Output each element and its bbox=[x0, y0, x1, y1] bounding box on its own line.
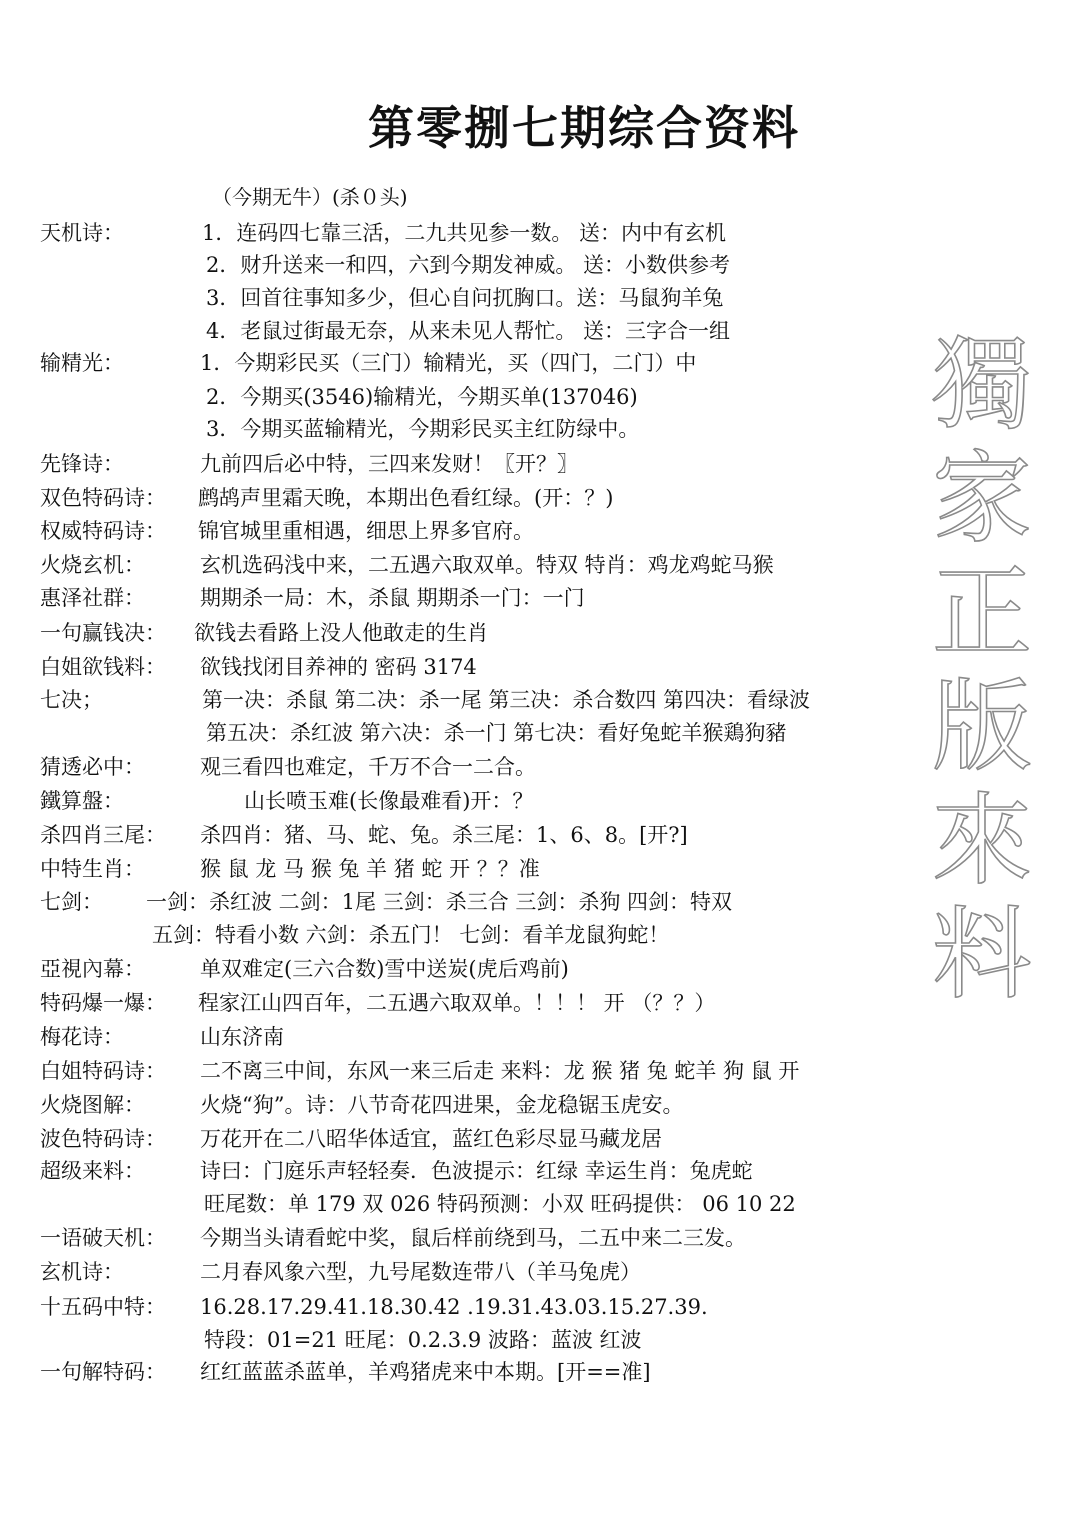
content-line bbox=[40, 886, 1040, 918]
line-label: 特码爆一爆： bbox=[40, 991, 166, 1015]
content-line bbox=[40, 582, 1040, 614]
content-line bbox=[40, 684, 1040, 716]
content-line bbox=[40, 413, 1040, 445]
line-label: 输精光： bbox=[40, 351, 124, 375]
content-line bbox=[40, 315, 1040, 347]
line-label: 亞視內幕： bbox=[40, 957, 145, 981]
content-line bbox=[40, 282, 1040, 314]
line-label: 双色特码诗： bbox=[40, 486, 166, 510]
watermark-char: 版 bbox=[932, 668, 1032, 785]
content-line bbox=[40, 217, 1040, 249]
page-title: 第零捌七期综合资料 bbox=[368, 101, 800, 155]
content-line bbox=[40, 1324, 1040, 1356]
content-line bbox=[40, 448, 1040, 480]
line-content: 单双难定(三六合数)雪中送炭(虎后鸡前) bbox=[200, 957, 569, 981]
content-line bbox=[40, 1188, 1040, 1220]
content-line bbox=[40, 1256, 1040, 1288]
line-content: 4．老鼠过街最无奈，从来未见人帮忙。 送：三字合一组 bbox=[206, 319, 731, 343]
line-content: 16.28.17.29.41.18.30.42 .19.31.43.03.15.27.39. bbox=[200, 1295, 708, 1319]
content-line bbox=[40, 853, 1040, 885]
content-line bbox=[40, 953, 1040, 985]
line-content: 山东济南 bbox=[200, 1025, 284, 1049]
line-content: 第五决：杀红波 第六决：杀一门 第七决：看好兔蛇羊猴鶏狗豬 bbox=[206, 721, 787, 745]
watermark-char: 獨 bbox=[932, 326, 1032, 443]
content-line bbox=[40, 785, 1040, 817]
line-content: 二月春风象六型，九号尾数连带八（羊马兔虎） bbox=[200, 1260, 641, 1284]
content-line bbox=[40, 751, 1040, 783]
line-content: 程家江山四百年，二五遇六取双单。！！！ 开 （？？） bbox=[198, 991, 716, 1015]
content-line bbox=[40, 1021, 1040, 1053]
line-label: 超级来料： bbox=[40, 1159, 145, 1183]
line-label: 杀四肖三尾： bbox=[40, 823, 166, 847]
line-label: 十五码中特： bbox=[40, 1295, 166, 1319]
line-content: 鹧鸪声里霜天晚，本期出色看红绿。(开：？) bbox=[198, 486, 614, 510]
content-line bbox=[40, 1356, 1040, 1388]
line-label: 惠泽社群： bbox=[40, 586, 145, 610]
line-label: 一句赢钱决： bbox=[40, 621, 166, 645]
line-label: 一句解特码： bbox=[40, 1360, 166, 1384]
content-line bbox=[40, 1222, 1040, 1254]
line-label: 七决； bbox=[40, 688, 103, 712]
content-line bbox=[40, 919, 1040, 951]
line-label: 波色特码诗： bbox=[40, 1127, 166, 1151]
content-line bbox=[40, 347, 1040, 379]
line-content: 玄机选码浅中来，二五遇六取双单。特双 特肖：鸡龙鸡蛇马猴 bbox=[200, 553, 774, 577]
line-label: 火烧图解： bbox=[40, 1093, 145, 1117]
line-label: 一语破天机： bbox=[40, 1226, 166, 1250]
line-content: 五剑：特看小数 六剑：杀五门！ 七剑：看羊龙鼠狗蛇！ bbox=[152, 923, 670, 947]
line-content: 欲钱找闭目养神的 密码 3174 bbox=[200, 655, 477, 679]
line-content: 诗曰：门庭乐声轻轻奏．色波提示：红绿 幸运生肖：兔虎蛇 bbox=[200, 1159, 753, 1183]
line-content: 万花开在二八昭华体适宜，蓝红色彩尽显马藏龙居 bbox=[200, 1127, 662, 1151]
content-line bbox=[40, 819, 1040, 851]
line-content: 期期杀一局：木，杀鼠 期期杀一门：一门 bbox=[200, 586, 585, 610]
content-line bbox=[40, 381, 1040, 413]
line-content: 杀四肖：猪、马、蛇、兔。杀三尾：1、6、8。[开?] bbox=[200, 823, 688, 847]
line-label: 先锋诗： bbox=[40, 452, 124, 476]
line-content: 2．财升送来一和四，六到今期发神威。 送：小数供参考 bbox=[206, 253, 731, 277]
line-content: 锦官城里重相遇，细思上界多官府。 bbox=[198, 519, 534, 543]
line-content: 一剑：杀红波 二剑：1尾 三剑：杀三合 三剑：杀狗 四剑：特双 bbox=[146, 890, 733, 914]
line-content: 3．回首往事知多少，但心自问扤胸口。送：马鼠狗羊兔 bbox=[206, 286, 724, 310]
content-line bbox=[40, 717, 1040, 749]
line-content: 3．今期买蓝输精光，今期彩民买主红防绿中。 bbox=[206, 417, 640, 441]
content-line bbox=[40, 249, 1040, 281]
line-label: 中特生肖： bbox=[40, 857, 145, 881]
watermark-exclusive bbox=[912, 328, 1052, 1012]
subtitle: （今期无牛）(杀０头) bbox=[212, 185, 408, 209]
content-line bbox=[40, 651, 1040, 683]
line-label: 猜透必中： bbox=[40, 755, 145, 779]
line-content: 第一决：杀鼠 第二决：杀一尾 第三决：杀合数四 第四决：看绿波 bbox=[202, 688, 811, 712]
content-line bbox=[40, 549, 1040, 581]
content-line bbox=[40, 1123, 1040, 1155]
line-content: 猴 鼠 龙 马 猴 兔 羊 猪 蛇 开 ？？准 bbox=[200, 857, 540, 881]
line-content: 二不离三中间，东风一来三后走 来料：龙 猴 猪 兔 蛇羊 狗 鼠 开 bbox=[200, 1059, 800, 1083]
content-line bbox=[40, 1291, 1040, 1323]
line-content: 红红蓝蓝杀蓝单，羊鸡猪虎来中本期。[开==准] bbox=[200, 1360, 651, 1384]
line-label: 天机诗： bbox=[40, 221, 124, 245]
content-line bbox=[40, 987, 1040, 1019]
watermark-char: 家 bbox=[932, 440, 1032, 557]
content-line bbox=[40, 617, 1040, 649]
content-line bbox=[40, 515, 1040, 547]
line-content: 2．今期买(3546)输精光，今期买单(137046) bbox=[206, 385, 638, 409]
content-line bbox=[40, 1155, 1040, 1187]
line-content: 1．今期彩民买（三门）输精光，买（四门，二门）中 bbox=[200, 351, 697, 375]
line-label: 七剑： bbox=[40, 890, 103, 914]
line-content: 今期当头请看蛇中奖，鼠后样前绕到马，二五中来二三发。 bbox=[200, 1226, 746, 1250]
line-content: 1．连码四七靠三活，二九共见参一数。 送：内中有玄机 bbox=[202, 221, 727, 245]
line-label: 权威特码诗： bbox=[40, 519, 166, 543]
line-content: 欲钱去看路上没人他敢走的生肖 bbox=[194, 621, 488, 645]
content-line bbox=[40, 482, 1040, 514]
watermark-char: 來 bbox=[932, 782, 1032, 899]
line-label: 白姐特码诗： bbox=[40, 1059, 166, 1083]
line-content: 九前四后必中特，三四来发财！〖开？〗 bbox=[200, 452, 578, 476]
line-label: 梅花诗： bbox=[40, 1025, 124, 1049]
line-content: 旺尾数：单 179 双 026 特码预测：小双 旺码提供： 06 10 22 bbox=[204, 1192, 796, 1216]
line-label: 玄机诗： bbox=[40, 1260, 124, 1284]
watermark-char: 料 bbox=[932, 896, 1032, 1013]
line-label: 火烧玄机： bbox=[40, 553, 145, 577]
line-content: 观三看四也难定，千万不合一二合。 bbox=[200, 755, 536, 779]
line-content: 火烧“狗”。诗：八节奇花四进果，金龙稳锯玉虎安。 bbox=[200, 1093, 684, 1117]
watermark-char: 正 bbox=[932, 554, 1032, 671]
content-line bbox=[40, 1055, 1040, 1087]
line-label: 鐵算盤： bbox=[40, 789, 124, 813]
line-content: 特段：01=21 旺尾：0.2.3.9 波路：蓝波 红波 bbox=[204, 1328, 642, 1352]
content-line bbox=[40, 1089, 1040, 1121]
line-content: 山长喷玉难(长像最难看)开：？ bbox=[244, 789, 534, 813]
line-label: 白姐欲钱料： bbox=[40, 655, 166, 679]
